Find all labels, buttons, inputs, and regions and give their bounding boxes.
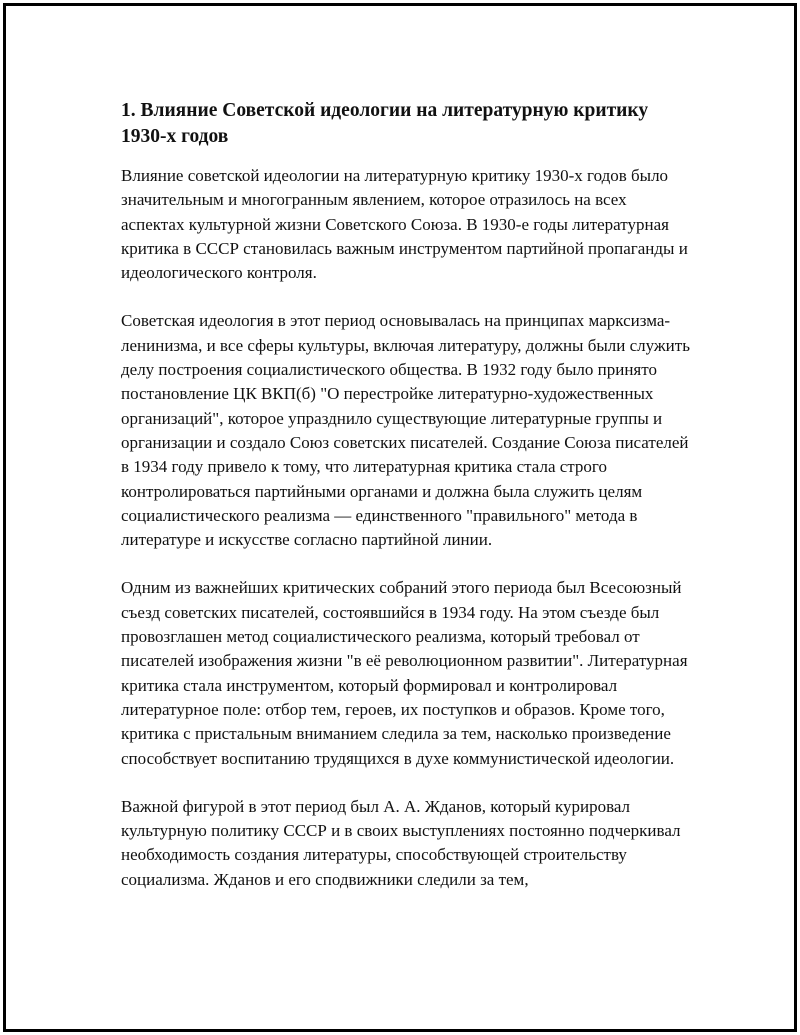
paragraph-3: Одним из важнейших критических собраний этого периода был Всесоюзный съезд советских писателей, состоявшийся в 1934 году. На этом съезде был провозглашен метод социалистического реализма, который требовал от писателей изображения жизни "в её революционном развитии". Литературная критика стала инструментом, который формировал и контролировал литературное поле: отбор тем, героев, их поступков и образов. Кроме того, критика с пристальным вниманием следила за тем, насколько произведение способствует воспитанию трудящихся в духе коммунистической идеологии. xyxy=(121,578,688,768)
paragraph-1: Влияние советской идеологии на литературную критику 1930-х годов было значительным и многогранным явлением, которое отразилось на всех аспектах культурной жизни Советского Союза. В 1930-е годы литературная критика в СССР становилась важным инструментом партийной пропаганды и идеологического контроля. xyxy=(121,166,688,283)
section-heading: 1. Влияние Советской идеологии на литературную критику 1930-х годов xyxy=(121,100,649,147)
paragraph-4: Важной фигурой в этот период был А. А. Жданов, который курировал культурную политику СССР и в своих выступлениях постоянно подчеркивал необходимость создания литературы, способствующей строительству социализма. Жданов и его сподвижники следили за тем, xyxy=(121,796,681,889)
document-page xyxy=(3,3,797,1032)
paragraph-2: Советская идеология в этот период основывалась на принципах марксизма-ленинизма, и все сферы культуры, включая литературу, должны были служить делу построения социалистического общества. В 1932 году было принято постановление ЦК ВКП(б) "О перестройке литературно-художественных организаций", которое упразднило существующие литературные группы и организации и создало Союз советских писателей. Создание Союза писателей в 1934 году привело к тому, что литературная критика стала строго контролироваться партийными органами и должна была служить целям социалистического реализма — единственного "правильного" метода в литературе и искусстве согласно партийной линии. xyxy=(121,311,690,550)
document-body xyxy=(121,98,691,916)
